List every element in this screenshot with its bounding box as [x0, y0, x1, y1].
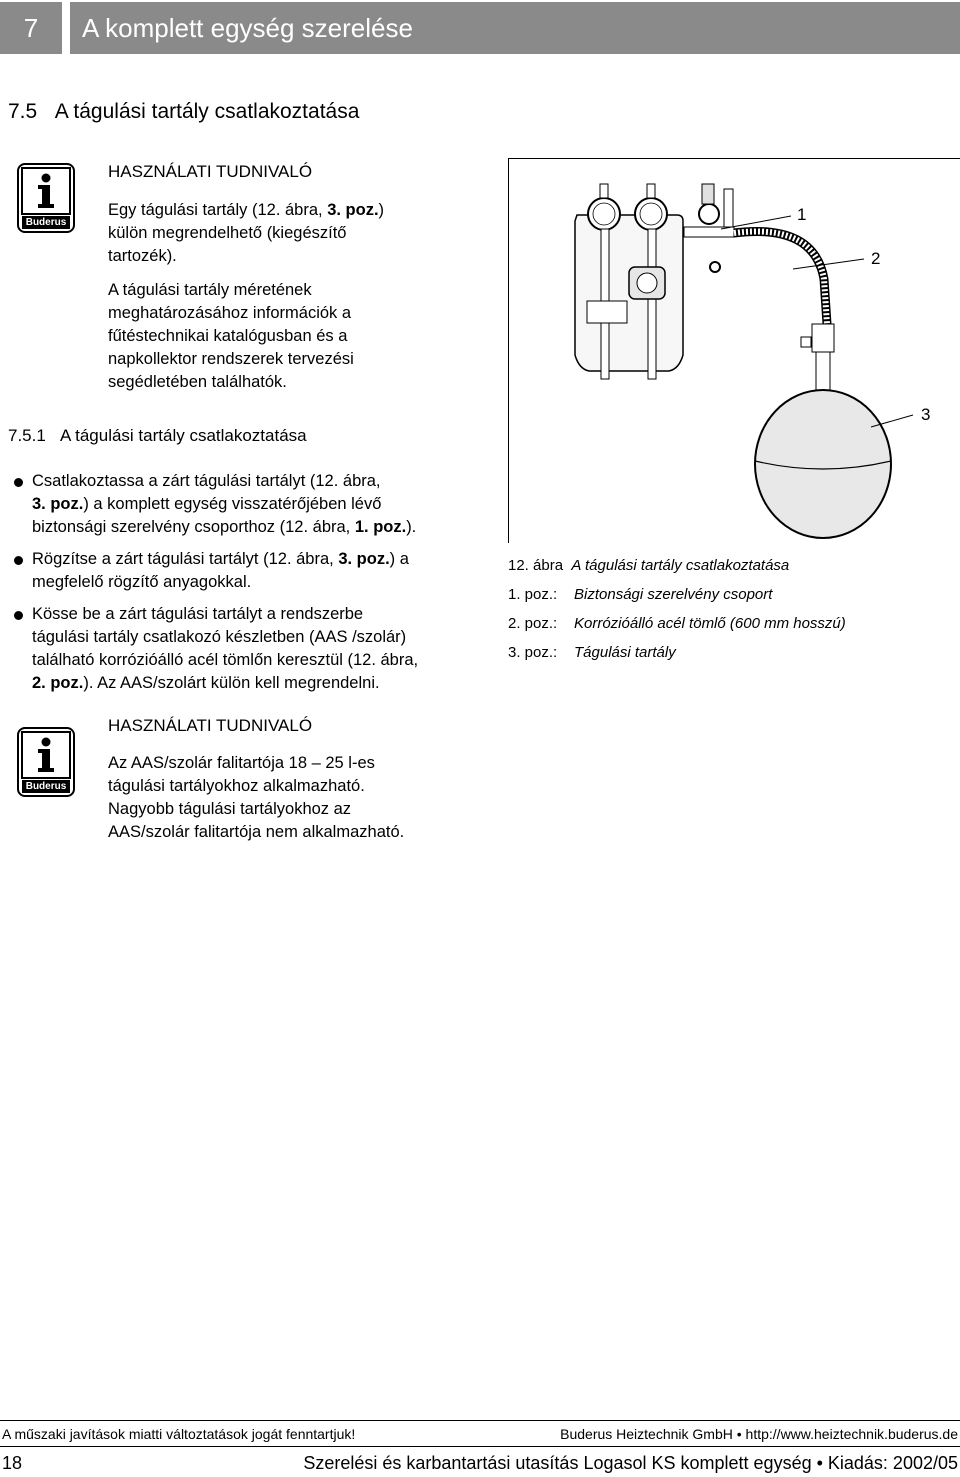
note-text: Egy tágulási tartály (12. ábra,	[108, 201, 328, 219]
note-paragraph	[108, 752, 488, 844]
bullet-icon	[14, 478, 23, 487]
caption-title: A tágulási tartály csatlakoztatása	[571, 557, 790, 574]
document-title: Szerelési és karbantartási utasítás Logasol KS komplett egység • Kiadás: 2002/05	[303, 1453, 958, 1473]
chapter-title: A komplett egység szerelése	[70, 2, 960, 54]
callout-1: 1	[797, 205, 807, 224]
section-title: A tágulási tartály csatlakoztatása	[54, 100, 360, 123]
list-item	[14, 548, 484, 594]
bullet-text: Rögzítse a zárt tágulási tartályt (12. ábra,	[32, 550, 339, 568]
page-number: 18	[2, 1453, 23, 1473]
info-icon	[17, 727, 75, 797]
note-text: fűtéstechnikai katalógusban és a	[108, 327, 348, 345]
note-text: segédletében találhatók.	[108, 373, 287, 391]
note-text: A tágulási tartály méretének	[108, 281, 312, 299]
bullet-text: tágulási tartály csatlakozó készletben (AAS /szolár)	[32, 628, 407, 646]
subsection-number: 7.5.1	[8, 426, 46, 445]
note-title: HASZNÁLATI TUDNIVALÓ	[108, 716, 313, 735]
bullet-text: megfelelő rögzítő anyagokkal.	[32, 573, 252, 591]
subsection-title: A tágulási tartály csatlakoztatása	[59, 426, 307, 445]
legend-label: 3. poz.:	[508, 644, 558, 661]
bullet-text-bold: 3. poz.	[32, 495, 84, 513]
bullet-text: ) a komplett egység visszatérőjében lévő	[83, 495, 382, 513]
bullet-text: Csatlakoztassa a zárt tágulási tartályt (12. ábra,	[32, 472, 381, 490]
note-text: Az AAS/szolár falitartója 18 – 25 l-es	[108, 754, 375, 772]
section-heading	[8, 100, 359, 124]
note-text: tartozék).	[108, 247, 177, 265]
list-item	[14, 603, 484, 695]
caption-label: 12. ábra	[508, 557, 564, 574]
bullet-text-bold: 3. poz.	[338, 550, 390, 568]
bullet-icon	[14, 611, 23, 620]
note-paragraph-1	[108, 199, 488, 268]
info-icon	[17, 163, 75, 233]
brand-label: Buderus	[25, 781, 67, 792]
expansion-tank-illustration	[509, 159, 960, 543]
note-text: külön megrendelhető (kiegészítő	[108, 224, 347, 242]
callout-3: 3	[921, 405, 931, 424]
note-paragraph-2	[108, 279, 488, 394]
note-text: napkollektor rendszerek tervezési	[108, 350, 354, 368]
legend-label: 2. poz.:	[508, 615, 558, 632]
callout-2: 2	[871, 249, 881, 268]
note-text: tágulási tartályokhoz alkalmazható.	[108, 777, 365, 795]
brand-label: Buderus	[25, 217, 67, 228]
bullet-text: Kösse be a zárt tágulási tartályt a rendszerbe	[32, 605, 364, 623]
section-number: 7.5	[8, 100, 38, 123]
legend-text: Korrózióálló acél tömlő (600 mm hosszú)	[574, 615, 846, 632]
note-text: )	[378, 201, 385, 219]
legend-label: 1. poz.:	[508, 586, 558, 603]
bullet-text: található korrózióálló acél tömlőn keresztül (12. ábra,	[32, 651, 419, 669]
figure-frame	[508, 158, 960, 543]
legend-text: Biztonsági szerelvény csoport	[574, 586, 773, 603]
footer-disclaimer: A műszaki javítások miatti változtatások jogát fenntartjuk!	[2, 1426, 356, 1442]
note-text: meghatározásához információk a	[108, 304, 352, 322]
instruction-list	[14, 470, 484, 704]
list-item	[14, 470, 484, 539]
bullet-text: biztonsági szerelvény csoporthoz (12. ábra,	[32, 518, 355, 536]
subsection-heading	[8, 426, 307, 446]
bullet-text: ).	[406, 518, 417, 536]
bullet-text-bold: 2. poz.	[32, 674, 84, 692]
note-title: HASZNÁLATI TUDNIVALÓ	[108, 162, 313, 181]
note-text: Nagyobb tágulási tartályokhoz az	[108, 800, 352, 818]
legend-text: Tágulási tartály	[574, 644, 676, 661]
footer-divider	[0, 1420, 960, 1421]
bullet-text: ). Az AAS/szolárt külön kell megrendelni.	[83, 674, 380, 692]
footer-divider	[0, 1446, 960, 1447]
bullet-text: ) a	[389, 550, 409, 568]
figure-caption	[508, 551, 846, 667]
note-text-bold: 3. poz.	[327, 201, 379, 219]
footer-company: Buderus Heiztechnik GmbH • http://www.heiztechnik.buderus.de	[560, 1426, 958, 1442]
bullet-text-bold: 1. poz.	[354, 518, 407, 536]
note-text: AAS/szolár falitartója nem alkalmazható.	[108, 823, 405, 841]
chapter-number: 7	[0, 2, 62, 54]
bullet-icon	[14, 556, 23, 565]
